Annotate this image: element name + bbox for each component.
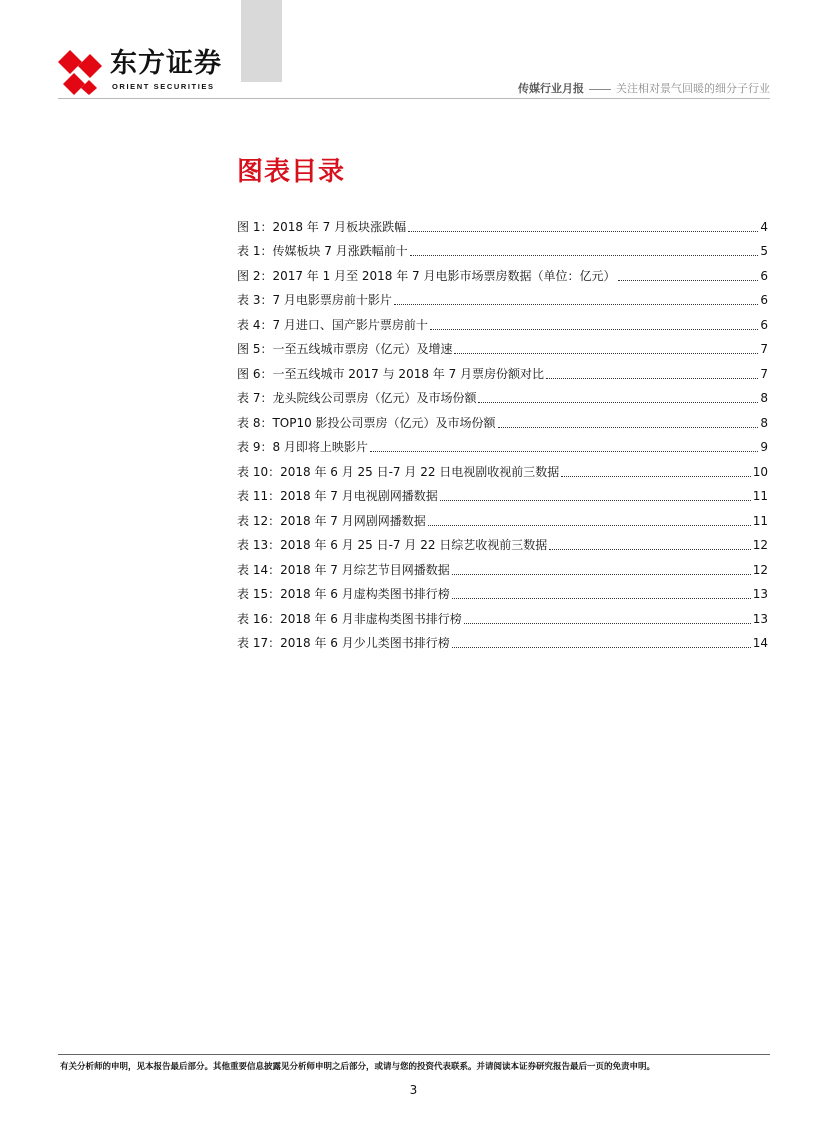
toc-entry-label[interactable]: 表 7：龙头院线公司票房（亿元）及市场份额 — [237, 391, 477, 405]
toc-dot-leader — [478, 402, 758, 403]
toc-entry[interactable] — [237, 333, 768, 358]
toc-entry-page[interactable]: 7 — [760, 366, 768, 381]
toc-entry-label[interactable]: 表 14：2018 年 7 月综艺节目网播数据 — [237, 562, 450, 577]
toc-entry-page[interactable]: 9 — [760, 440, 768, 454]
logo-english-name: ORIENT SECURITIES — [112, 82, 215, 91]
table-of-figures — [237, 210, 768, 651]
toc-dot-leader — [440, 500, 751, 501]
toc-entry[interactable] — [237, 553, 768, 578]
running-header — [518, 82, 770, 96]
toc-dot-leader — [428, 525, 751, 526]
toc-entry-page[interactable]: 11 — [752, 489, 768, 503]
toc-entry-page[interactable]: 8 — [760, 391, 768, 405]
toc-dot-leader — [394, 304, 758, 305]
toc-entry-label[interactable]: 表 15：2018 年 6 月虚构类图书排行榜 — [237, 587, 450, 601]
toc-entry-page[interactable]: 10 — [752, 464, 768, 479]
toc-entry[interactable] — [237, 627, 768, 652]
toc-entry-label[interactable]: 表 10：2018 年 6 月 25 日-7 月 22 日电视剧收视前三数据 — [237, 464, 560, 479]
toc-entry[interactable] — [237, 308, 768, 333]
toc-entry[interactable] — [237, 210, 768, 235]
toc-entry[interactable] — [237, 504, 768, 529]
toc-entry-page[interactable]: 6 — [760, 293, 768, 307]
company-logo — [56, 47, 226, 95]
toc-entry[interactable] — [237, 406, 768, 431]
toc-dot-leader — [430, 329, 758, 330]
logo-diamond-icon — [56, 49, 106, 95]
toc-entry-page[interactable]: 6 — [760, 317, 768, 332]
toc-entry[interactable] — [237, 529, 768, 554]
toc-dot-leader — [452, 647, 751, 648]
toc-dot-leader — [464, 623, 751, 624]
toc-entry-label[interactable]: 图 1：2018 年 7 月板块涨跌幅 — [237, 219, 407, 234]
toc-entry[interactable] — [237, 259, 768, 284]
toc-entry-page[interactable]: 12 — [752, 562, 768, 577]
toc-dot-leader — [546, 378, 758, 379]
toc-entry-label[interactable]: 表 17：2018 年 6 月少儿类图书排行榜 — [237, 636, 450, 650]
toc-entry-page[interactable]: 13 — [752, 611, 768, 626]
toc-entry-label[interactable]: 图 5：一至五线城市票房（亿元）及增速 — [237, 342, 453, 356]
toc-dot-leader — [408, 231, 758, 232]
toc-entry[interactable] — [237, 480, 768, 505]
toc-entry-label[interactable]: 表 1：传媒板块 7 月涨跌幅前十 — [237, 244, 408, 258]
toc-entry[interactable] — [237, 431, 768, 456]
toc-entry[interactable] — [237, 455, 768, 480]
toc-dot-leader — [549, 549, 750, 550]
toc-entry-label[interactable]: 表 13：2018 年 6 月 25 日-7 月 22 日综艺收视前三数据 — [237, 538, 548, 552]
toc-dot-leader — [410, 255, 759, 256]
toc-entry-label[interactable]: 图 2：2017 年 1 月至 2018 年 7 月电影市场票房数据（单位：亿元） — [237, 268, 616, 283]
toc-entry-label[interactable]: 表 3：7 月电影票房前十影片 — [237, 293, 392, 307]
toc-entry-page[interactable]: 11 — [752, 513, 768, 528]
toc-entry-label[interactable]: 表 9：8 月即将上映影片 — [237, 440, 368, 454]
toc-entry[interactable] — [237, 235, 768, 260]
toc-dot-leader — [454, 353, 758, 354]
logo-chinese-name: 东方证券 — [110, 48, 222, 79]
toc-entry-label[interactable]: 表 4：7 月进口、国产影片票房前十 — [237, 317, 428, 332]
header-divider — [58, 98, 770, 99]
disclaimer-text: 有关分析师的申明，见本报告最后部分。其他重要信息披露见分析师申明之后部分，或请与您的投资代表联系。并请阅读本证券研究报告最后一页的免责申明。 — [60, 1062, 656, 1072]
toc-entry-label[interactable]: 图 6：一至五线城市 2017 与 2018 年 7 月票房份额对比 — [237, 366, 545, 381]
toc-dot-leader — [452, 574, 751, 575]
toc-entry-page[interactable]: 12 — [752, 538, 768, 552]
toc-entry-page[interactable]: 4 — [760, 219, 768, 234]
toc-dot-leader — [498, 427, 759, 428]
toc-entry-page[interactable]: 8 — [760, 415, 768, 430]
toc-entry-page[interactable]: 5 — [760, 244, 768, 258]
toc-entry[interactable] — [237, 602, 768, 627]
toc-entry-page[interactable]: 14 — [752, 636, 768, 650]
toc-dot-leader — [561, 476, 750, 477]
header-dash — [589, 89, 611, 90]
toc-entry-page[interactable]: 7 — [760, 342, 768, 356]
toc-dot-leader — [618, 280, 759, 281]
footer-divider — [58, 1054, 770, 1055]
toc-entry-page[interactable]: 6 — [760, 268, 768, 283]
header-grey-tab — [241, 0, 282, 82]
toc-entry-label[interactable]: 表 12：2018 年 7 月网剧网播数据 — [237, 513, 426, 528]
toc-entry-page[interactable]: 13 — [752, 587, 768, 601]
report-subtitle: 关注相对景气回暖的细分子行业 — [616, 82, 770, 95]
toc-entry-label[interactable]: 表 11：2018 年 7 月电视剧网播数据 — [237, 489, 438, 503]
toc-entry[interactable] — [237, 382, 768, 407]
toc-title: 图表目录 — [237, 157, 346, 187]
toc-entry-label[interactable]: 表 8：TOP10 影投公司票房（亿元）及市场份额 — [237, 415, 496, 430]
toc-dot-leader — [370, 451, 758, 452]
toc-entry[interactable] — [237, 578, 768, 603]
report-type: 传媒行业月报 — [518, 82, 584, 95]
toc-entry-label[interactable]: 表 16：2018 年 6 月非虚构类图书排行榜 — [237, 611, 462, 626]
toc-dot-leader — [452, 598, 751, 599]
toc-entry[interactable] — [237, 357, 768, 382]
toc-entry[interactable] — [237, 284, 768, 309]
page-number: 3 — [409, 1083, 418, 1097]
